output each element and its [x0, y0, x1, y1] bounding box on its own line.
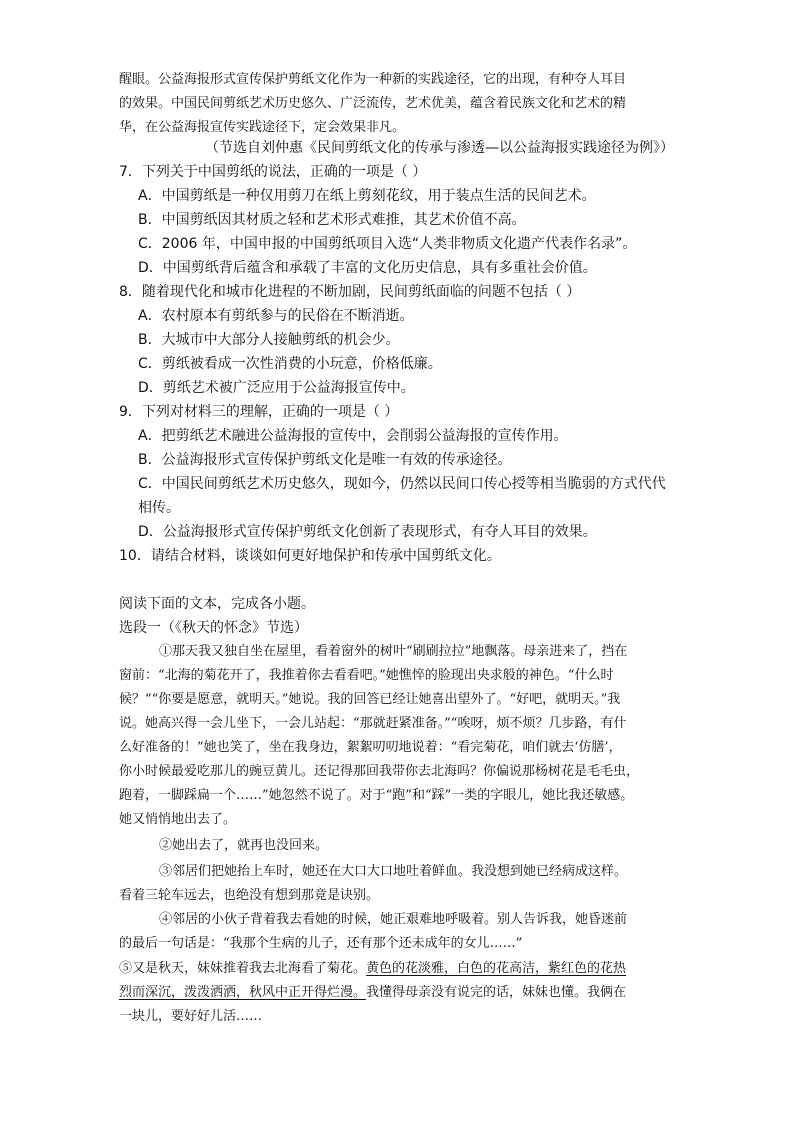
- excerpt-line: 你小时候最爱吃那儿的豌豆黄儿。还记得那回我带你去北海吗？你偏说那杨树花是毛毛虫，: [119, 764, 640, 779]
- passage-line: 华，在公益海报宣传实践途径下，定会效果非凡。: [119, 120, 406, 135]
- question-8-stem: 8．随着现代化和城市化进程的不断加剧，民间剪纸面临的问题不包括（ ）: [119, 284, 581, 300]
- q9-option-c-cont: 相传。: [138, 500, 180, 516]
- excerpt-paragraph-2: ②她出去了，就再也没回来。: [159, 838, 329, 853]
- passage-line: 醒眼。公益海报形式宣传保护剪纸文化作为一种新的实践途径，它的出现，有种夺人耳目: [119, 72, 627, 87]
- q9-option-c: C．中国民间剪纸艺术历史悠久，现如今，仍然以民间口传心授等相当脆弱的方式代代: [138, 476, 666, 492]
- question-9-stem: 9．下列对材料三的理解，正确的一项是（ ）: [119, 404, 399, 420]
- q9-option-a: A．把剪纸艺术融进公益海报的宣传中，会削弱公益海报的宣传作用。: [138, 428, 568, 444]
- q7-option-d: D．中国剪纸背后蕴含和承载了丰富的文化历史信息，具有多重社会价值。: [138, 260, 597, 276]
- reading-instruction: 阅读下面的文本，完成各小题。: [119, 596, 315, 612]
- q7-option-a: A．中国剪纸是一种仅用剪刀在纸上剪刻花纹，用于装点生活的民间艺术。: [138, 188, 596, 204]
- excerpt-line: 的最后一句话是：“我那个生病的儿子，还有那个还未成年的女儿……”: [119, 936, 523, 951]
- excerpt-line: 窗前：“北海的菊花开了，我推着你去看看吧。”她憔悴的脸现出央求般的神色。“什么时: [119, 668, 614, 683]
- q9-option-b: B．公益海报形式宣传保护剪纸文化是唯一有效的传承途径。: [138, 452, 512, 468]
- excerpt-line: 么好准备的！”她也笑了，坐在我身边，絮絮叨叨地说着：“看完菊花，咱们就去‘仿膳’，: [119, 740, 622, 755]
- q8-option-d: D．剪纸艺术被广泛应用于公益海报宣传中。: [138, 380, 415, 396]
- question-7-stem: 7．下列关于中国剪纸的说法，正确的一项是（ ）: [119, 164, 427, 180]
- underlined-text: 烈而深沉，泼泼洒洒，秋风中正开得烂漫。: [119, 985, 367, 1000]
- excerpt-paragraph-5-line-1: [119, 959, 626, 979]
- excerpt-line: 跑着，一脚踩扁一个……”她忽然不说了。对于“跑”和“踩”一类的字眼儿，她比我还敏感。: [119, 788, 634, 803]
- question-10-stem: 10．请结合材料，谈谈如何更好地保护和传承中国剪纸文化。: [119, 548, 501, 564]
- q9-option-d: D．公益海报形式宣传保护剪纸文化创新了表现形式，有夺人耳目的效果。: [138, 524, 597, 540]
- q8-option-c: C．剪纸被看成一次性消费的小玩意，价格低廉。: [138, 356, 442, 372]
- excerpt-paragraph-5-line-2: [119, 983, 626, 1003]
- excerpt-text: 我懂得母亲没有说完的话，妹妹也懂。我俩在: [366, 985, 627, 1000]
- excerpt-line: 说。她高兴得一会儿坐下，一会儿站起：“那就赶紧准备。”“唉呀，烦不烦？几步路，有什: [119, 716, 627, 731]
- excerpt-line: ③邻居们把她抬上车时，她还在大口大口地吐着鲜血。我没想到她已经病成这样。: [159, 864, 628, 879]
- excerpt-line: 看着三轮车远去，也绝没有想到那竟是诀别。: [119, 888, 380, 903]
- excerpt-line: ①那天我又独自坐在屋里，看着窗外的树叶“刷刷拉拉”地飘落。母亲进来了，挡在: [159, 644, 628, 659]
- excerpt-line: 她又悄悄地出去了。: [119, 812, 237, 827]
- excerpt-line: ④邻居的小伙子背着我去看她的时候，她正艰难地呼吸着。别人告诉我，她昏迷前: [159, 912, 628, 927]
- excerpt-line: 候？”“你要是愿意，就明天。”她说。我的回答已经让她喜出望外了。“好吧，就明天。”我: [119, 692, 621, 707]
- q8-option-a: A．农村原本有剪纸参与的民俗在不断消逝。: [138, 308, 414, 324]
- q7-option-c: C．2006 年，中国申报的中国剪纸项目入选“人类非物质文化遗产代表作名录”。: [138, 236, 637, 252]
- excerpt-title: 选段一（《秋天的怀念》节选）: [119, 620, 308, 636]
- excerpt-line: 一块儿，要好好儿活……: [119, 1009, 263, 1024]
- source-citation: （节选自刘仲惠《民间剪纸文化的传承与渗透—以公益海报实践途径为例》）: [205, 140, 674, 156]
- q7-option-b: B．中国剪纸因其材质之轻和艺术形式难推，其艺术价值不高。: [138, 212, 526, 228]
- q8-option-b: B．大城市中大部分人接触剪纸的机会少。: [138, 332, 400, 348]
- passage-line: 的效果。中国民间剪纸艺术历史悠久、广泛流传，艺术优美，蕴含着民族文化和艺术的精: [119, 96, 627, 111]
- excerpt-text: ⑤又是秋天，妹妹推着我去北海看了菊花。: [119, 961, 367, 976]
- underlined-text: 黄色的花淡雅，白色的花高洁，紫红色的花热: [366, 961, 627, 976]
